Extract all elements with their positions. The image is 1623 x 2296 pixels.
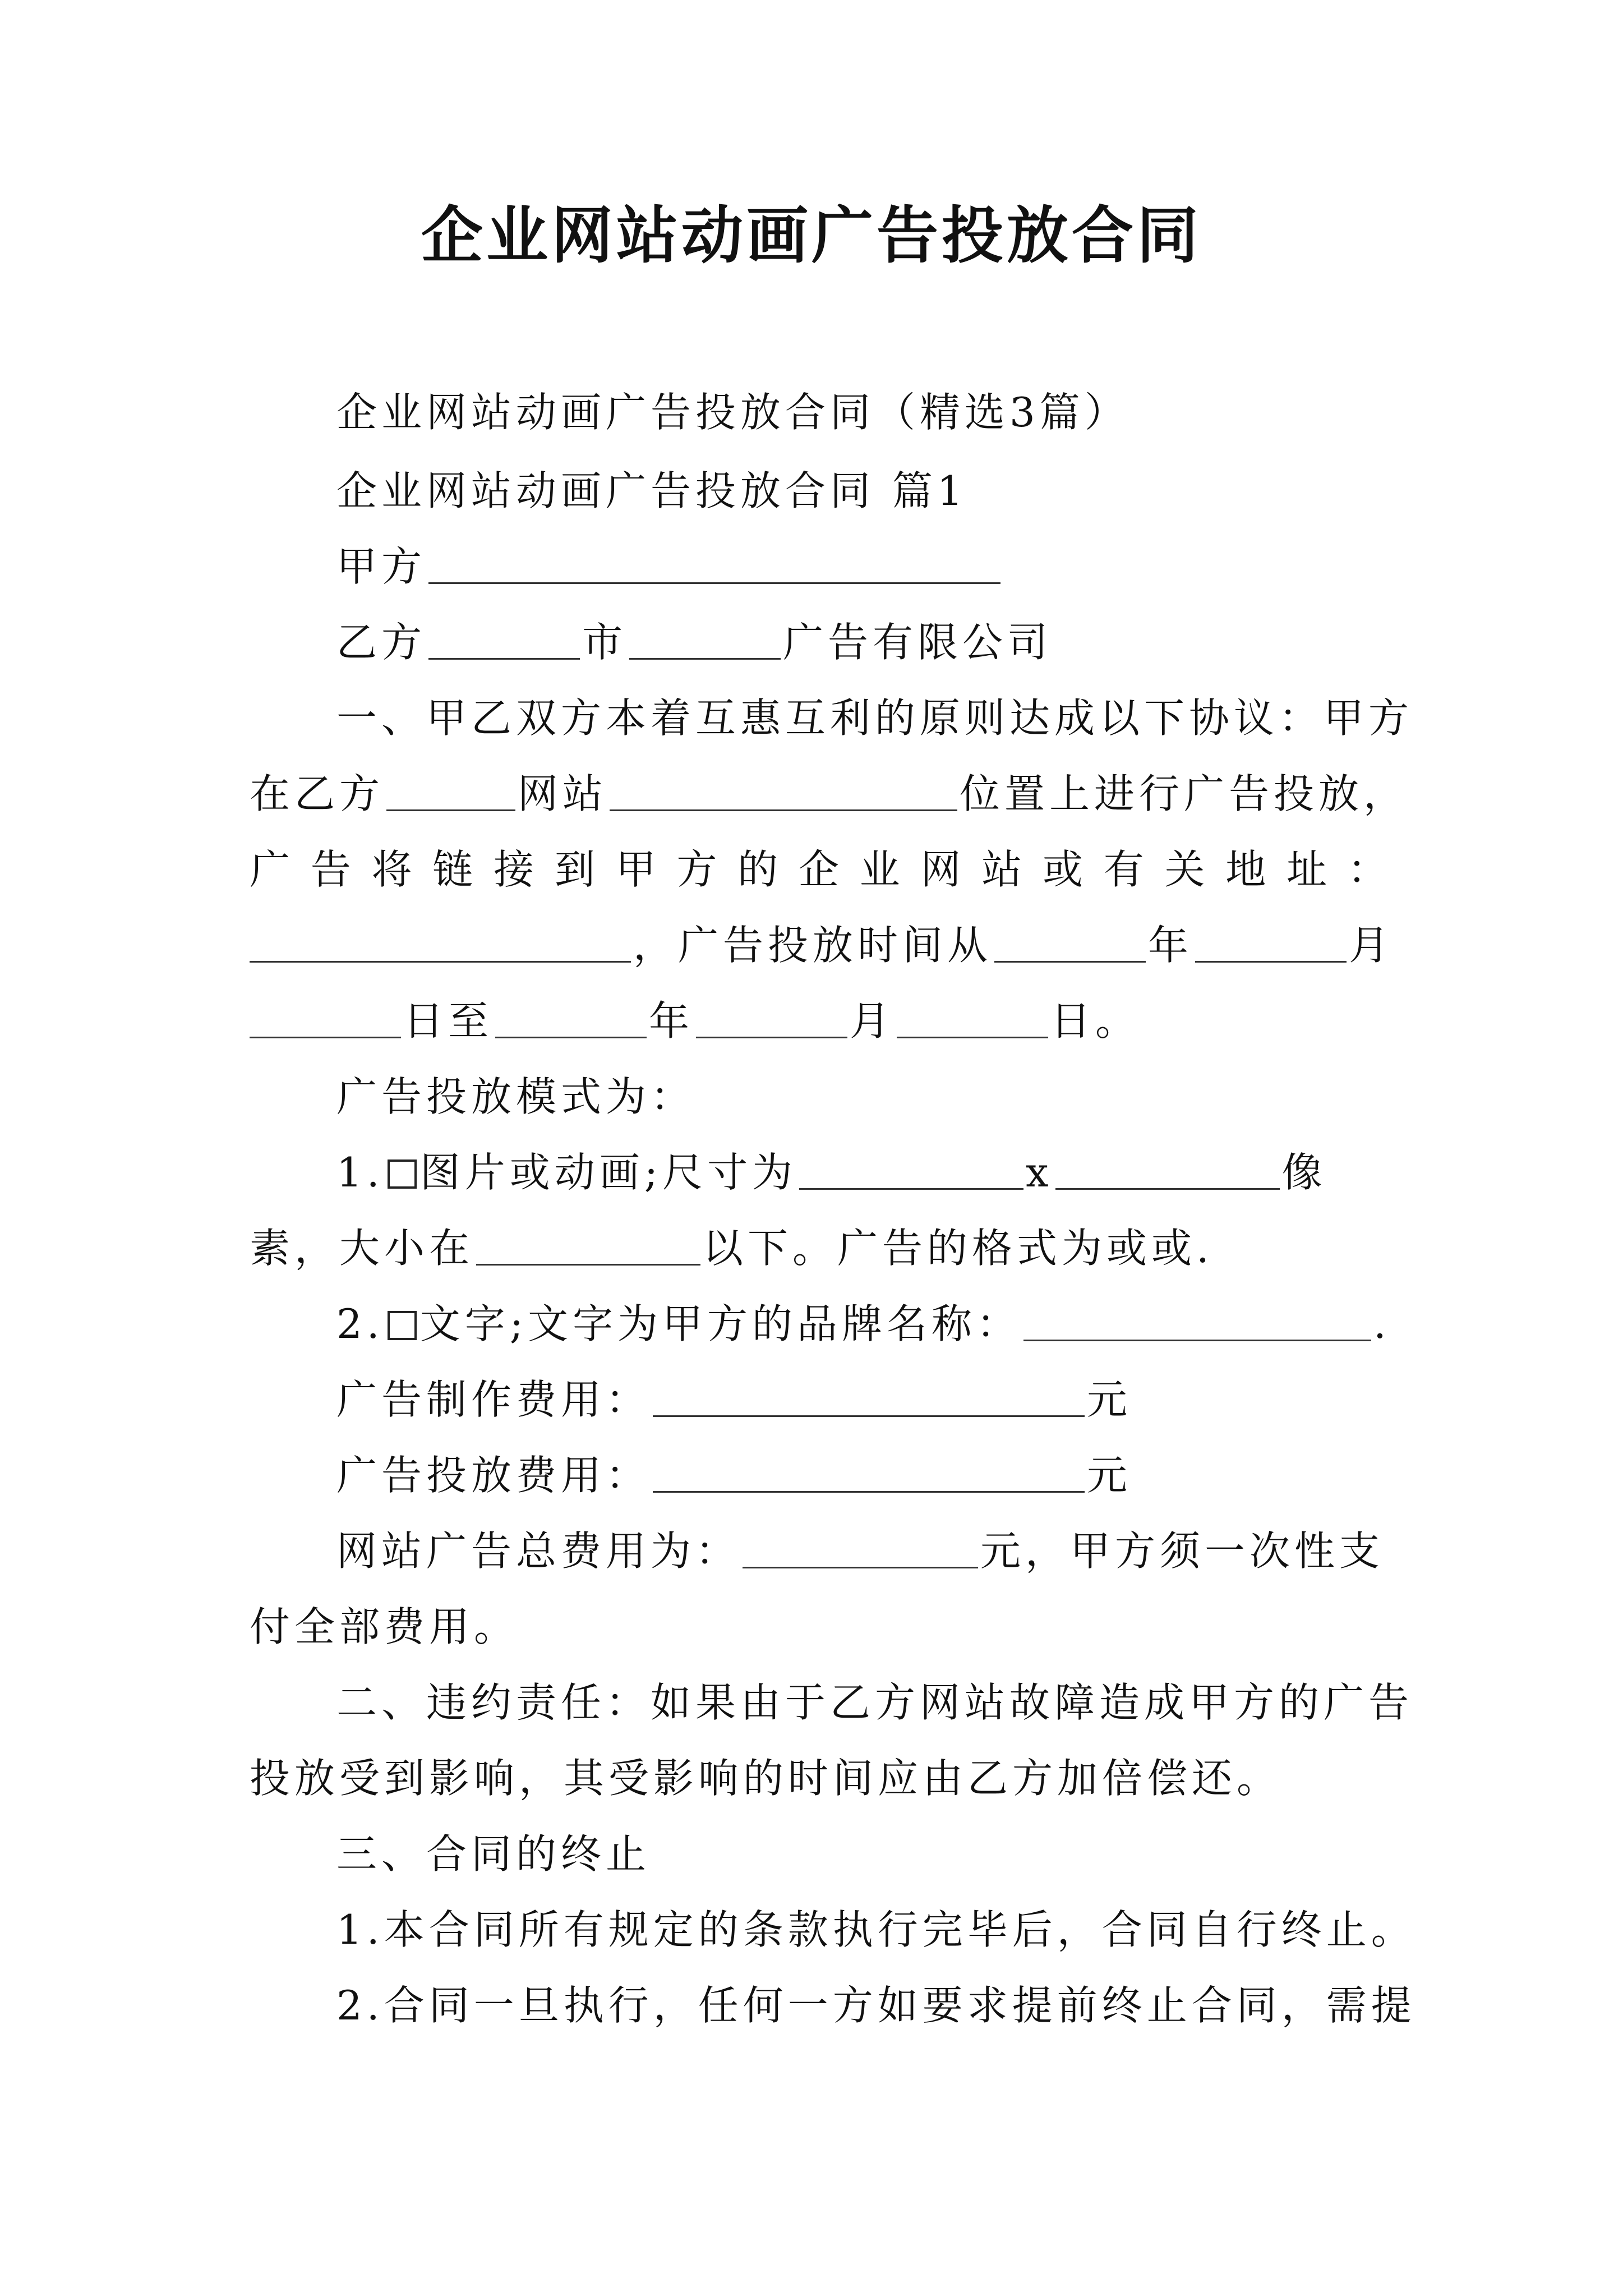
clause1-char: 址 bbox=[1287, 846, 1327, 893]
city-blank[interactable] bbox=[428, 621, 580, 660]
clause3-heading bbox=[336, 1826, 1388, 1882]
clause1-char: 站 bbox=[981, 846, 1022, 893]
subtitle-text: 企业网站动画广告投放合同（精选3篇） bbox=[336, 389, 1129, 436]
clause2-line1 bbox=[336, 1674, 1414, 1731]
position-blank[interactable] bbox=[610, 772, 957, 811]
total-fee-text: 元，甲方须一次性支 bbox=[980, 1527, 1385, 1575]
clause1-text-4a: ，广告投放时间从 bbox=[633, 922, 993, 969]
clause1-char: 企 bbox=[798, 846, 839, 893]
month-label: 月 bbox=[1349, 922, 1394, 969]
clause1-char: 或 bbox=[1042, 846, 1083, 893]
clause1-char: 网 bbox=[920, 846, 961, 893]
end-month-label: 月 bbox=[850, 997, 895, 1045]
mode1-number: 1. bbox=[336, 1149, 384, 1196]
clause1-line4 bbox=[250, 917, 1394, 973]
clause1-char: 有 bbox=[1103, 846, 1144, 893]
city-label: 市 bbox=[582, 619, 628, 666]
year-label: 年 bbox=[1148, 922, 1193, 969]
clause1-char: 将 bbox=[371, 846, 412, 893]
mode-title: 广告投放模式为： bbox=[336, 1073, 696, 1120]
production-fee-line bbox=[336, 1372, 1388, 1428]
clause3-text: 三、合同的终止 bbox=[336, 1830, 651, 1878]
production-fee-unit: 元 bbox=[1087, 1376, 1132, 1423]
total-fee-line1 bbox=[336, 1523, 1388, 1579]
termination-text-1: 1.本合同所有规定的条款执行完毕后，合同自行终止。 bbox=[336, 1906, 1416, 1953]
clause1-char: 的 bbox=[737, 846, 778, 893]
start-day-blank[interactable] bbox=[250, 1000, 401, 1038]
times-sign: x bbox=[1025, 1149, 1053, 1196]
day-to-label: 日至 bbox=[403, 997, 494, 1045]
brand-name-blank[interactable] bbox=[1023, 1303, 1371, 1341]
mode-title-line bbox=[336, 1069, 1388, 1125]
mode1-line1 bbox=[336, 1144, 1388, 1200]
address-blank[interactable] bbox=[250, 924, 631, 963]
mode2-number: 2. bbox=[336, 1300, 384, 1347]
clause1-char: 接 bbox=[494, 846, 534, 893]
clause1-char: 链 bbox=[432, 846, 473, 893]
total-fee-blank[interactable] bbox=[743, 1530, 978, 1568]
subtitle-line bbox=[336, 384, 1388, 440]
end-month-blank[interactable] bbox=[696, 1000, 847, 1038]
clause1-char: 地 bbox=[1225, 846, 1266, 893]
end-day-blank[interactable] bbox=[897, 1000, 1048, 1038]
party-a-line bbox=[336, 539, 1388, 595]
mode1-line2 bbox=[250, 1220, 1388, 1276]
clause1-text-1: 一、甲乙双方本着互惠互利的原则达成以下协议：甲方 bbox=[336, 694, 1414, 742]
mode2-period: . bbox=[1373, 1300, 1391, 1347]
clause1-text-2c: 位置上进行广告投放， bbox=[960, 770, 1409, 817]
text-checkbox[interactable] bbox=[388, 1311, 417, 1340]
clause1-line2 bbox=[250, 766, 1409, 822]
mode2-text: 文字;文字为甲方的品牌名称： bbox=[419, 1300, 1021, 1347]
clause1-line5 bbox=[250, 993, 1388, 1049]
clause2-line2 bbox=[250, 1750, 1388, 1806]
party-b-line bbox=[336, 614, 1388, 670]
image-animation-checkbox[interactable] bbox=[388, 1159, 417, 1189]
document-title: 企业网站动画广告投放合同 bbox=[421, 199, 1202, 272]
clause1-text-2b: 网站 bbox=[518, 770, 608, 817]
clause1-char: 方 bbox=[676, 846, 717, 893]
start-year-blank[interactable] bbox=[994, 924, 1146, 963]
clause1-char: ： bbox=[1347, 846, 1388, 893]
file-size-blank[interactable] bbox=[476, 1227, 700, 1266]
termination-item-2 bbox=[336, 1977, 1416, 2033]
format-text: 以下。广告的格式为或或. bbox=[703, 1225, 1214, 1272]
size-label: 素，大小在 bbox=[250, 1225, 474, 1272]
mode1-text: 图片或动画;尺寸为 bbox=[419, 1149, 797, 1196]
placement-fee-blank[interactable] bbox=[653, 1454, 1085, 1493]
total-fee-label: 网站广告总费用为： bbox=[336, 1527, 741, 1575]
width-blank[interactable] bbox=[799, 1151, 1023, 1190]
height-blank[interactable] bbox=[1055, 1151, 1280, 1190]
party-a-blank[interactable] bbox=[428, 545, 1000, 584]
clause1-line3 bbox=[250, 841, 1388, 898]
production-fee-label: 广告制作费用： bbox=[336, 1376, 651, 1423]
end-year-label: 年 bbox=[649, 997, 694, 1045]
placement-fee-line bbox=[336, 1447, 1388, 1503]
end-day-label: 日。 bbox=[1050, 997, 1141, 1045]
party-b-label: 乙方 bbox=[336, 619, 427, 666]
total-fee-line2 bbox=[250, 1599, 1388, 1655]
clause1-char: 到 bbox=[554, 846, 595, 893]
clause2-text-2: 投放受到影响，其受影响的时间应由乙方加倍偿还。 bbox=[250, 1755, 1282, 1802]
termination-text-2: 2.合同一旦执行，任何一方如要求提前终止合同，需提 bbox=[336, 1982, 1416, 2029]
pixel-label: 像 bbox=[1281, 1149, 1327, 1196]
clause1-char: 甲 bbox=[615, 846, 656, 893]
clause1-char: 业 bbox=[859, 846, 900, 893]
clause1-text-2a: 在乙方 bbox=[250, 770, 385, 817]
mode2-line bbox=[336, 1296, 1391, 1352]
clause1-char: 告 bbox=[310, 846, 351, 893]
clause2-text-1: 二、违约责任：如果由于乙方网站故障造成甲方的广告 bbox=[336, 1679, 1414, 1726]
start-month-blank[interactable] bbox=[1195, 924, 1347, 963]
clause1-line1 bbox=[336, 690, 1414, 746]
party-a-label: 甲方 bbox=[336, 543, 427, 590]
placement-fee-unit: 元 bbox=[1087, 1452, 1132, 1499]
total-fee-text-2: 付全部费用。 bbox=[250, 1603, 519, 1650]
clause1-char: 广 bbox=[250, 846, 291, 893]
part-heading bbox=[336, 463, 1388, 519]
termination-item-1 bbox=[336, 1902, 1416, 1958]
part-heading-text: 企业网站动画广告投放合同 篇1 bbox=[336, 467, 967, 514]
company-suffix: 广告有限公司 bbox=[783, 619, 1053, 666]
clause1-char: 关 bbox=[1164, 846, 1205, 893]
placement-fee-label: 广告投放费用： bbox=[336, 1452, 651, 1499]
website-blank[interactable] bbox=[386, 772, 515, 811]
end-year-blank[interactable] bbox=[495, 1000, 647, 1038]
company-name-blank[interactable] bbox=[629, 621, 781, 660]
production-fee-blank[interactable] bbox=[653, 1378, 1085, 1417]
